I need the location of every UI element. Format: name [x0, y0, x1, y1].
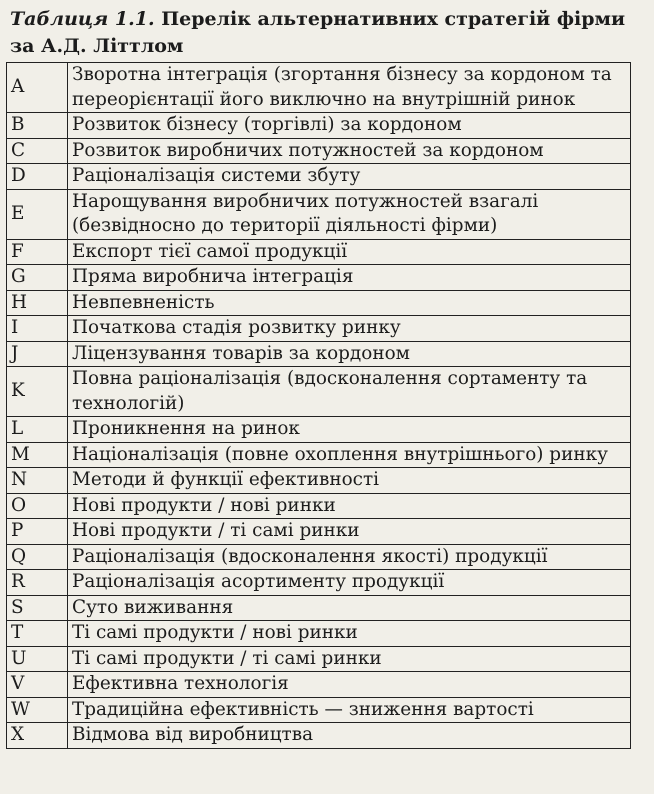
- table-row: [7, 595, 631, 621]
- table-row: [7, 341, 631, 367]
- strategy-description: Раціоналізація системи збуту: [68, 164, 631, 190]
- strategy-description: Початкова стадія розвитку ринку: [68, 316, 631, 342]
- table-row: [7, 672, 631, 698]
- strategy-description: Ті самі продукти / нові ринки: [68, 621, 631, 647]
- strategy-code: G: [7, 265, 68, 291]
- strategy-description: Ефективна технологія: [68, 672, 631, 698]
- strategy-description: Традиційна ефективність — зниження вартості: [68, 697, 631, 723]
- strategy-code: N: [7, 468, 68, 494]
- strategy-code: R: [7, 570, 68, 596]
- strategy-description: Методи й функції ефективності: [68, 468, 631, 494]
- strategy-description: Повна раціоналізація (вдосконалення сортаменту та технологій): [68, 367, 631, 417]
- table-row: [7, 113, 631, 139]
- table-title: Перелік альтернативних стратегій фірми за А.Д. Літтлом: [10, 8, 626, 57]
- strategy-description: Націоналізація (повне охоплення внутрішнього) ринку: [68, 442, 631, 468]
- strategy-code: F: [7, 239, 68, 265]
- table-row: [7, 189, 631, 239]
- table-row: [7, 138, 631, 164]
- strategy-description: Раціоналізація асортименту продукції: [68, 570, 631, 596]
- strategy-code: L: [7, 417, 68, 443]
- table-row: [7, 493, 631, 519]
- strategy-description: Нарощування виробничих потужностей взагалі (безвідносно до території діяльності фірми): [68, 189, 631, 239]
- strategy-description: Проникнення на ринок: [68, 417, 631, 443]
- strategy-description: Пряма виробнича інтеграція: [68, 265, 631, 291]
- table-row: [7, 265, 631, 291]
- table-row: [7, 646, 631, 672]
- strategy-code: U: [7, 646, 68, 672]
- strategy-description: Раціоналізація (вдосконалення якості) продукції: [68, 544, 631, 570]
- strategy-code: X: [7, 723, 68, 749]
- strategy-code: O: [7, 493, 68, 519]
- strategy-code: K: [7, 367, 68, 417]
- strategy-description: Розвиток бізнесу (торгівлі) за кордоном: [68, 113, 631, 139]
- strategies-table: [6, 62, 631, 749]
- table-caption: [10, 6, 640, 60]
- table-row: [7, 468, 631, 494]
- strategy-code: D: [7, 164, 68, 190]
- strategy-code: J: [7, 341, 68, 367]
- table-row: [7, 697, 631, 723]
- strategy-description: Зворотна інтеграція (згортання бізнесу за кордоном та переорієнтації його виключно на внутрішній ринок: [68, 63, 631, 113]
- strategy-description: Нові продукти / ті самі ринки: [68, 519, 631, 545]
- table-row: [7, 442, 631, 468]
- strategy-description: Нові продукти / нові ринки: [68, 493, 631, 519]
- table-row: [7, 621, 631, 647]
- table-row: [7, 519, 631, 545]
- table-row: [7, 316, 631, 342]
- table-number: Таблиця 1.1.: [10, 8, 155, 30]
- strategy-code: S: [7, 595, 68, 621]
- table-row: [7, 544, 631, 570]
- strategy-code: V: [7, 672, 68, 698]
- table-row: [7, 723, 631, 749]
- table-row: [7, 63, 631, 113]
- table-row: [7, 417, 631, 443]
- table-row: [7, 290, 631, 316]
- strategy-description: Розвиток виробничих потужностей за кордоном: [68, 138, 631, 164]
- strategy-description: Ліцензування товарів за кордоном: [68, 341, 631, 367]
- strategy-code: P: [7, 519, 68, 545]
- table-row: [7, 367, 631, 417]
- strategy-description: Невпевненість: [68, 290, 631, 316]
- strategy-description: Суто виживання: [68, 595, 631, 621]
- strategy-description: Ті самі продукти / ті самі ринки: [68, 646, 631, 672]
- strategy-code: I: [7, 316, 68, 342]
- strategy-code: E: [7, 189, 68, 239]
- strategy-description: Експорт тієї самої продукції: [68, 239, 631, 265]
- strategy-code: M: [7, 442, 68, 468]
- strategies-table-body: [7, 63, 631, 749]
- strategy-code: Q: [7, 544, 68, 570]
- table-row: [7, 239, 631, 265]
- strategy-code: T: [7, 621, 68, 647]
- table-row: [7, 164, 631, 190]
- table-row: [7, 570, 631, 596]
- strategy-code: B: [7, 113, 68, 139]
- strategy-description: Відмова від виробництва: [68, 723, 631, 749]
- strategy-code: A: [7, 63, 68, 113]
- strategy-code: H: [7, 290, 68, 316]
- strategy-code: W: [7, 697, 68, 723]
- strategy-code: C: [7, 138, 68, 164]
